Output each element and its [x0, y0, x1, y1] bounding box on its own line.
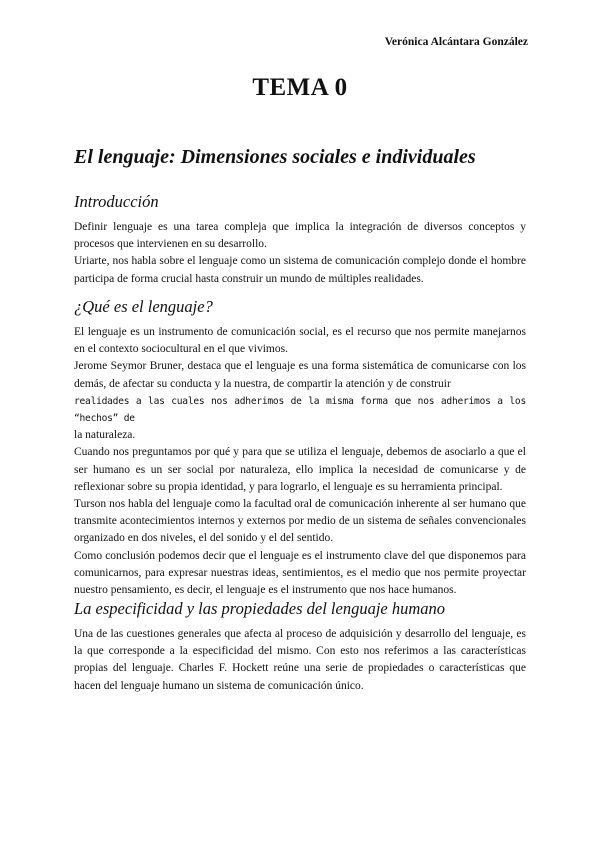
paragraph: la naturaleza.: [74, 429, 136, 442]
paragraph: Definir lenguaje es una tarea compleja que implica la integración de diversos conceptos y procesos que intervienen en su desarrollo.: [74, 221, 526, 251]
paragraph: Una de las cuestiones generales que afecta al proceso de adquisición y desarrollo del lenguaje, es la que corresponde a la especificidad del mismo. Con esto nos referimos a las características propias del lenguaje. Charles F. Hockett reúne una serie de propiedades o características que hacen del lenguaje humano un sistema de comunicación único.: [74, 628, 526, 692]
author-name: Verónica Alcántara González: [384, 36, 528, 48]
section-body-especificidad: [74, 626, 526, 695]
section-body-que-es: [74, 324, 526, 599]
section-heading-que-es: ¿Qué es el lenguaje?: [74, 297, 213, 316]
paragraph: El lenguaje es un instrumento de comunicación social, es el recurso que nos permite manejarnos en el contexto sociocultural en el que vivimos.: [74, 326, 526, 356]
paragraph-typewriter-line: realidades a las cuales nos adherimos de la misma forma que nos adherimos a los “hechos” de: [74, 395, 526, 425]
section-heading-especificidad: La especificidad y las propiedades del lenguaje humano: [74, 599, 446, 618]
page-title: TEMA 0: [252, 74, 348, 101]
section-heading-introduccion: Introducción: [74, 192, 159, 211]
paragraph: Como conclusión podemos decir que el lenguaje es el instrumento clave del que disponemos para comunicarnos, para expresar nuestras ideas, sentimientos, es el medio que nos permite proyectar nuestro pensamiento, es decir, el lenguaje es el instrumento que nos hace humanos.: [74, 549, 526, 597]
paragraph: Uriarte, nos habla sobre el lenguaje como un sistema de comunicación complejo donde el hombre participa de forma crucial hasta construir un mundo de múltiples realidades.: [74, 255, 526, 285]
main-heading: El lenguaje: Dimensiones sociales e individuales: [74, 146, 476, 168]
paragraph: Cuando nos preguntamos por qué y para que se utiliza el lenguaje, debemos de asociarlo a que el ser humano es un ser social por naturaleza, ello implica la necesidad de comunicarse y de reflexionar sobre su propia identidad, y para lograrlo, el lenguaje es su herramienta principal.: [74, 446, 526, 493]
paragraph: Jerome Seymor Bruner, destaca que el lenguaje es una forma sistemática de comunicarse con los demás, de afectar su conducta y la nuestra, de compartir la atención y de construir: [74, 360, 526, 390]
paragraph: Turson nos habla del lenguaje como la facultad oral de comunicación inherente al ser humano que transmite acontecimientos internos y externos por medio de un sistema de señales convencionales organizado en dos niveles, el del sonido y el del sentido.: [74, 498, 526, 545]
section-body-introduccion: [74, 219, 526, 288]
